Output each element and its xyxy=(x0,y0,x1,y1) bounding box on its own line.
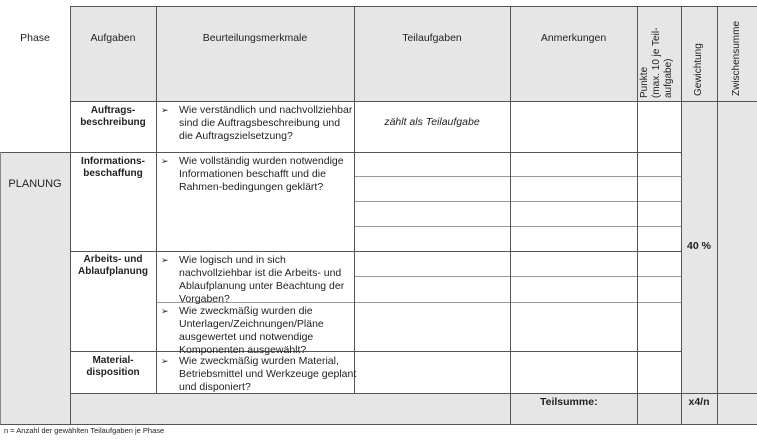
criterion-text: Wie verständlich und nachvollziehbar sind die Auftragsbeschreibung und die Auftragszielsetzung? xyxy=(179,104,353,142)
task-material-line1: Material- xyxy=(92,355,134,366)
phase-shade xyxy=(0,152,70,424)
header-beurteilungsmerkmale: Beurteilungsmerkmale xyxy=(202,32,308,44)
gewichtung-value: 40 % xyxy=(687,240,711,252)
header-aufgaben: Aufgaben xyxy=(90,32,136,44)
header-punkte-note: (max. 10 je Teil- xyxy=(651,27,662,98)
arrow-bullet-icon: ➢ xyxy=(161,156,169,166)
criterion-text: Wie zweckmäßig wurden die Unterlagen/Zeichnungen/Pläne ausgewertet und notwendige Komponenten ausgewählt? xyxy=(179,305,324,356)
arrow-bullet-icon: ➢ xyxy=(161,306,169,316)
task-auftrag-line1: Auftrags- xyxy=(90,105,136,116)
criterion-text: Wie vollständig wurden notwendige Informationen beschafft und die Rahmen-bedingungen geklärt? xyxy=(179,155,344,193)
arrow-bullet-icon: ➢ xyxy=(161,105,169,115)
teilsumme-row-shade xyxy=(70,393,757,424)
task-auftrag-line2: beschreibung xyxy=(80,117,146,128)
header-gewichtung: Gewichtung xyxy=(693,43,704,96)
teilsumme-value: x4/n xyxy=(688,396,710,408)
footnote: n = Anzahl der gewählten Teilaufgaben je Phase xyxy=(4,426,165,435)
header-anmerkungen: Anmerkungen xyxy=(540,32,607,44)
phase-planung: PLANUNG xyxy=(8,178,62,190)
criterion-text: Wie zweckmäßig wurden Material, Betriebsmittel und Werkzeuge geplant und disponiert? xyxy=(179,355,357,393)
teilaufgabe-note: zählt als Teilaufgabe xyxy=(384,116,480,128)
zwischensumme-col-shade xyxy=(717,101,757,424)
criterion-unterlagen xyxy=(161,305,351,356)
teilsumme-label: Teilsumme: xyxy=(540,396,598,408)
criterion-text: Wie logisch und in sich nachvollziehbar ist die Arbeits- und Ablaufplanung unter Beachtung der Vorgaben? xyxy=(179,254,345,305)
criterion-auftrag xyxy=(161,104,351,150)
task-material-line2: disposition xyxy=(86,367,140,378)
task-arbeit-line1: Arbeits- und xyxy=(83,254,143,265)
header-zwischensumme: Zwischensumme xyxy=(731,20,742,96)
header-phase: Phase xyxy=(20,32,50,44)
header-teilaufgaben: Teilaufgaben xyxy=(402,32,462,44)
header-punkte: Punkte xyxy=(639,66,650,98)
criterion-material xyxy=(161,355,357,393)
arrow-bullet-icon: ➢ xyxy=(161,356,169,366)
arrow-bullet-icon: ➢ xyxy=(161,255,169,265)
gewichtung-col-shade xyxy=(681,101,717,424)
task-arbeit-line2: Ablaufplanung xyxy=(78,266,148,277)
task-info-line2: beschaffung xyxy=(83,168,143,179)
task-info-line1: Informations- xyxy=(81,156,145,167)
header-punkte-note-2: aufgabe) xyxy=(663,58,674,98)
criterion-info xyxy=(161,155,351,245)
criterion-arbeit xyxy=(161,254,351,305)
